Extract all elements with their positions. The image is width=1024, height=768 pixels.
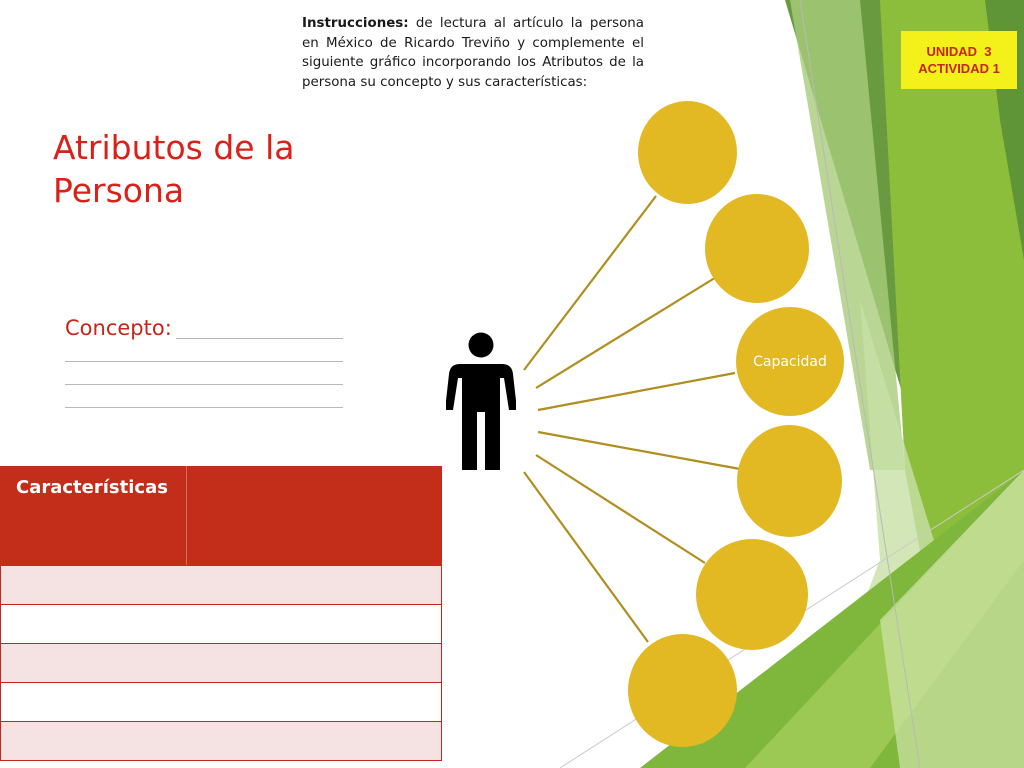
- connector-line: [524, 472, 648, 642]
- instructions-body: de lectura al artículo la persona en México de Ricardo Treviño y complemente el siguiente gráfico incorporando los Atributos de la persona su concepto y sus características:: [302, 16, 644, 90]
- attribute-node[interactable]: [705, 194, 809, 303]
- concept-label: Concepto:: [65, 316, 172, 340]
- attribute-node-label: Capacidad: [753, 353, 827, 370]
- connector-line: [524, 196, 656, 370]
- person-silhouette-icon: [446, 332, 516, 470]
- connector-line: [538, 432, 740, 469]
- title-line-1: Atributos de la: [53, 128, 295, 167]
- attribute-node[interactable]: [638, 101, 737, 204]
- attribute-node-capacidad[interactable]: [736, 307, 844, 416]
- unit-activity-badge: [901, 31, 1017, 89]
- attribute-node[interactable]: [628, 634, 737, 747]
- characteristics-header: Características: [16, 477, 168, 498]
- connector-line: [536, 455, 705, 563]
- attribute-node[interactable]: [696, 539, 808, 650]
- title-line-2: Persona: [53, 171, 185, 210]
- attribute-node[interactable]: [737, 425, 842, 537]
- connector-line: [536, 276, 718, 388]
- badge-unit: UNIDAD 3: [926, 44, 992, 59]
- badge-activity: ACTIVIDAD 1: [918, 61, 1000, 76]
- instructions-label: Instrucciones:: [302, 16, 409, 31]
- connector-line: [538, 373, 735, 410]
